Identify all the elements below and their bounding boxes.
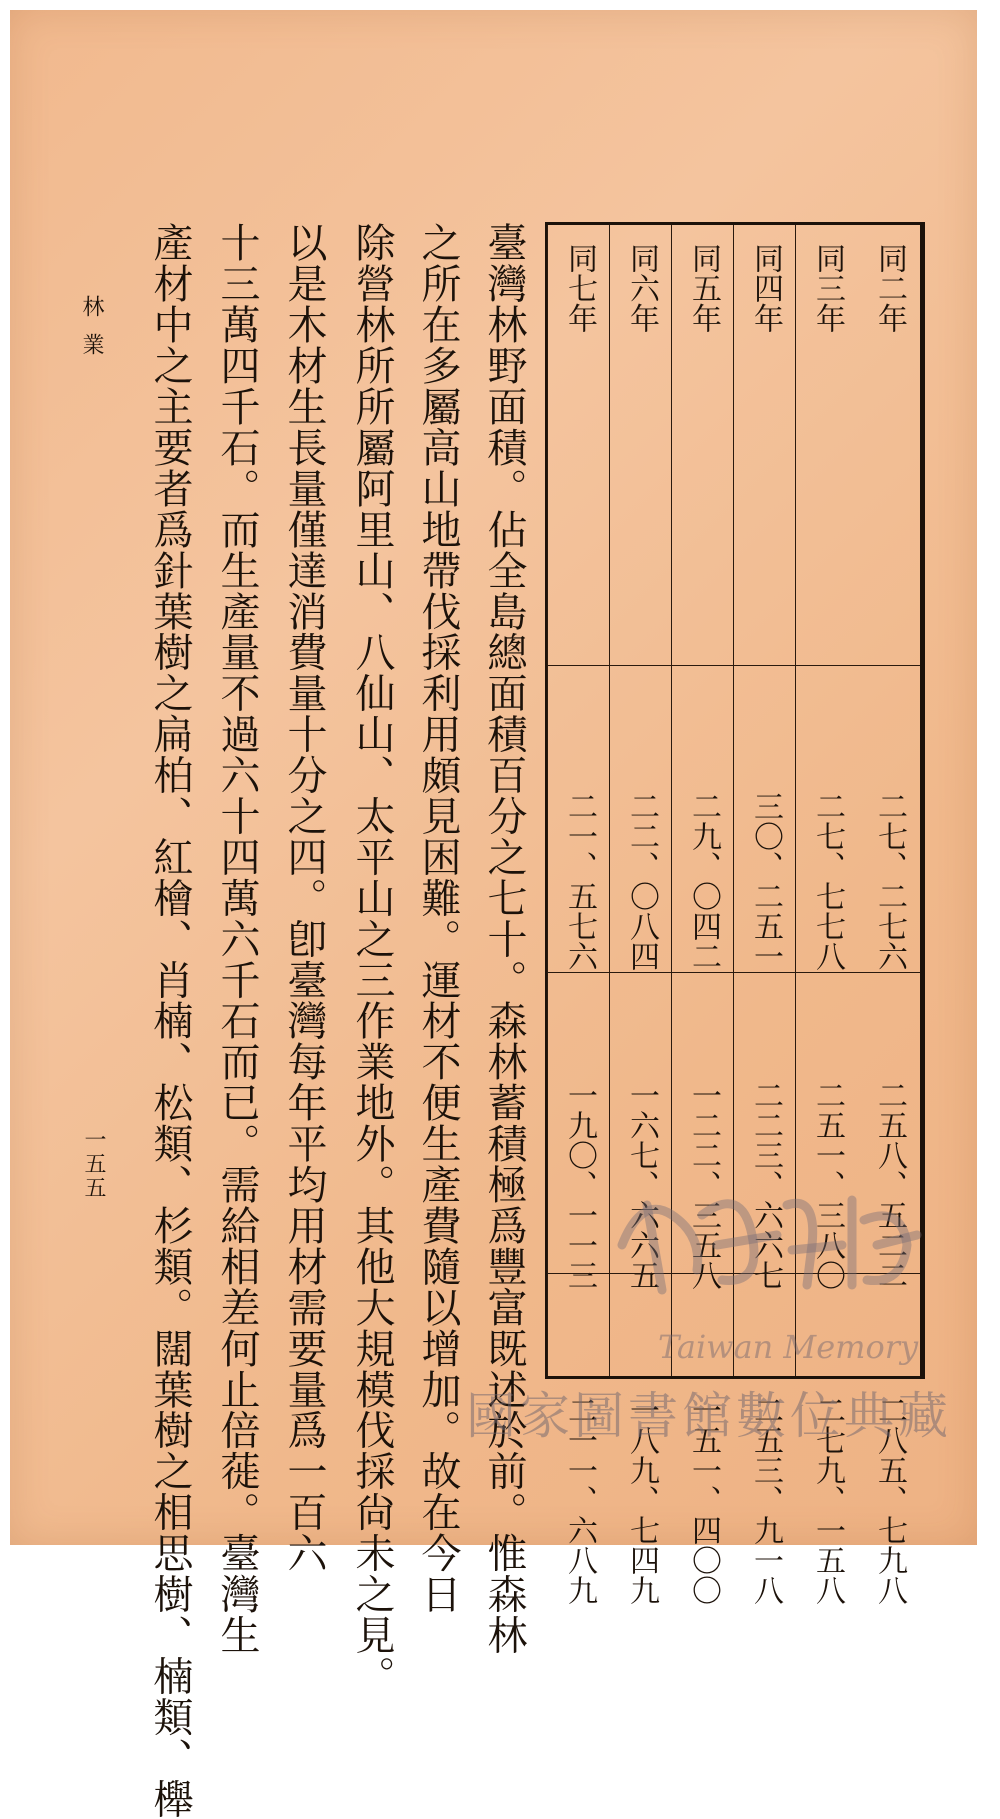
table-cell: 二七、七七八 xyxy=(810,791,845,971)
table-cell: 一八九、七四九 xyxy=(624,1395,659,1605)
body-text-column: 產材中之主要者爲針葉樹之扁柏、紅檜、肖楠、松類、杉類。闊葉樹之相思樹、楠類、櫸 xyxy=(147,222,193,1819)
watermark-text-en: Taiwan Memory xyxy=(658,1328,919,1366)
watermark-text-cn: 國家圖書館數位典藏 xyxy=(466,1387,952,1445)
body-text-column: 之所在多屬高山地帶伐採利用頗見困難。運材不便生產費隨以增加。故在今日 xyxy=(415,222,461,1615)
table-rule xyxy=(548,972,920,973)
watermark-seal-logo xyxy=(602,1175,932,1309)
table-cell: 二二三、六六七 xyxy=(748,1080,783,1290)
table-cell: 二五八、五二二 xyxy=(872,1080,907,1290)
table-cell: 二五一、三八〇 xyxy=(810,1080,845,1290)
table-cell: 二八五、七九八 xyxy=(872,1395,907,1605)
table-rule xyxy=(548,665,920,666)
table-cell: 二七九、一五八 xyxy=(810,1395,845,1605)
book-page xyxy=(10,10,977,1819)
table-cell: 二五三、九一八 xyxy=(748,1395,783,1605)
table-year-label: 同四年 xyxy=(748,243,783,333)
table-year-label: 同七年 xyxy=(562,243,597,333)
table-year-label: 同六年 xyxy=(624,243,659,333)
table-cell: 三〇、二五一 xyxy=(748,791,783,971)
table-cell: 二七、二七六 xyxy=(872,791,907,971)
table-year-label: 同二年 xyxy=(872,243,907,333)
table-cell: 二一、五七六 xyxy=(562,791,597,971)
body-text-column: 臺灣林野面積。佔全島總面積百分之七十。森林蓄積極爲豐富既述於前。惟森林 xyxy=(481,222,527,1656)
table-cell: 二二、〇八四 xyxy=(624,791,659,971)
table-cell: 一九〇、一一三 xyxy=(562,1080,597,1290)
body-text-column: 除營林所所屬阿里山、八仙山、太平山之三作業地外。其他大規模伐採尙未之見。 xyxy=(349,222,395,1697)
table-cell: 一六七、六六五 xyxy=(624,1080,659,1290)
table-cell: 一二二、三五八 xyxy=(686,1080,721,1290)
table-column xyxy=(547,225,610,1605)
table-year-label: 同三年 xyxy=(810,243,845,333)
table-cell: 一五一、四〇〇 xyxy=(686,1395,721,1605)
page-number: 一五五 xyxy=(81,1128,106,1200)
table-cell: 二一一、六八九 xyxy=(562,1395,597,1605)
running-head: 林業 xyxy=(79,295,104,371)
body-text-column: 以是木材生長量僅達消費量十分之四。卽臺灣每年平均用材需要量爲一百六 xyxy=(281,222,327,1574)
table-year-label: 同五年 xyxy=(686,243,721,333)
body-text-column: 十三萬四千石。而生產量不過六十四萬六千石而已。需給相差何止倍蓰。臺灣生 xyxy=(214,222,260,1656)
table-cell: 二九、〇四二 xyxy=(686,791,721,971)
